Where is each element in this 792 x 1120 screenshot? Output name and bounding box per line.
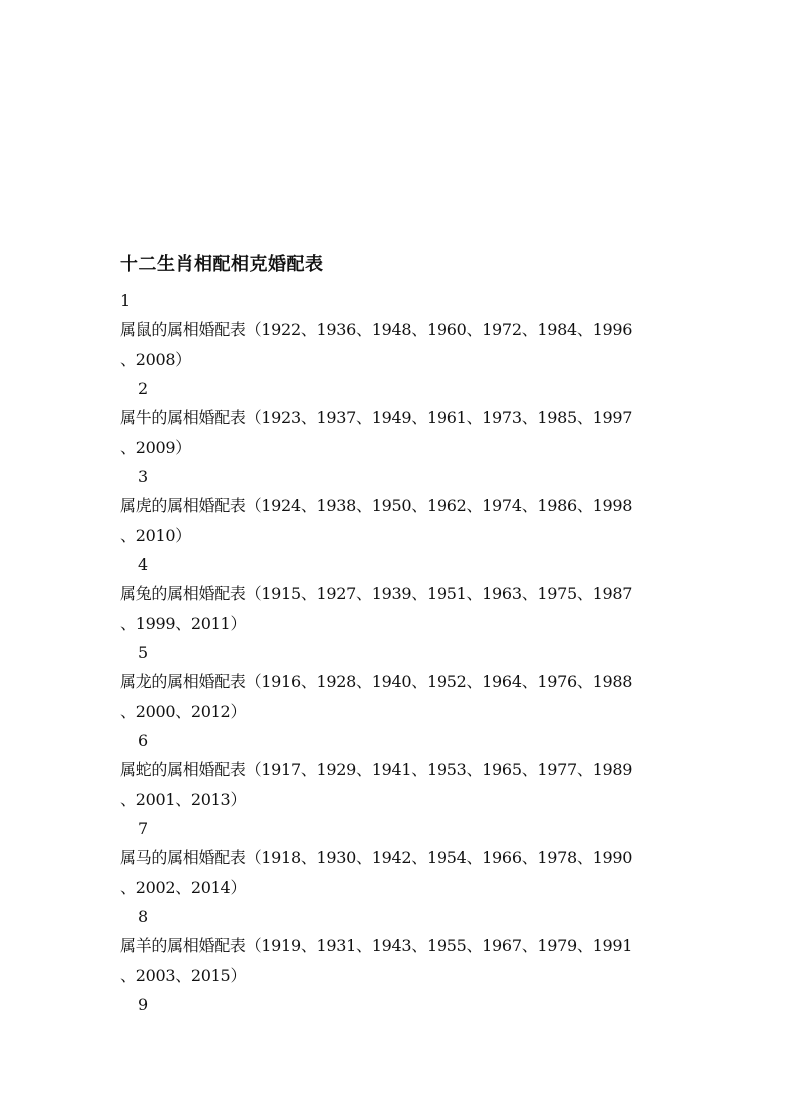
entry-heading-line: 属羊的属相婚配表（1919、1931、1943、1955、1967、1979、1991 bbox=[120, 936, 633, 955]
entry-heading-continuation: 、2010） bbox=[120, 525, 191, 545]
entry-number: 1 bbox=[120, 291, 131, 310]
entry-heading-continuation: 、2002、2014） bbox=[120, 877, 247, 897]
entry-number: 3 bbox=[138, 467, 149, 486]
page-title: 十二生肖相配相克婚配表 bbox=[120, 254, 324, 275]
entry-number: 9 bbox=[138, 995, 149, 1014]
entry-heading-continuation: 、2000、2012） bbox=[120, 701, 247, 721]
entry-heading-continuation: 、2003、2015） bbox=[120, 965, 247, 985]
entry-heading-continuation: 、2009） bbox=[120, 437, 191, 457]
entry-list bbox=[120, 286, 680, 1019]
entry-number: 2 bbox=[138, 379, 149, 398]
entry-heading-line: 属蛇的属相婚配表（1917、1929、1941、1953、1965、1977、1989 bbox=[120, 760, 633, 779]
entry-heading-line: 属鼠的属相婚配表（1922、1936、1948、1960、1972、1984、1996 bbox=[120, 320, 633, 339]
entry-heading-continuation: 、1999、2011） bbox=[120, 613, 247, 633]
entry-number: 4 bbox=[138, 555, 149, 574]
entry-heading-line: 属龙的属相婚配表（1916、1928、1940、1952、1964、1976、1988 bbox=[120, 672, 633, 691]
entry-heading-continuation: 、2008） bbox=[120, 349, 191, 369]
entry-number: 7 bbox=[138, 819, 149, 838]
entry-heading-line: 属虎的属相婚配表（1924、1938、1950、1962、1974、1986、1998 bbox=[120, 496, 633, 515]
entry-heading-line: 属兔的属相婚配表（1915、1927、1939、1951、1963、1975、1987 bbox=[120, 584, 633, 603]
entry-number: 6 bbox=[138, 731, 149, 750]
entry-heading-line: 属牛的属相婚配表（1923、1937、1949、1961、1973、1985、1997 bbox=[120, 408, 633, 427]
entry-heading-continuation: 、2001、2013） bbox=[120, 789, 247, 809]
entry-heading-line: 属马的属相婚配表（1918、1930、1942、1954、1966、1978、1990 bbox=[120, 848, 633, 867]
entry-number: 8 bbox=[138, 907, 149, 926]
entry-number: 5 bbox=[138, 643, 149, 662]
